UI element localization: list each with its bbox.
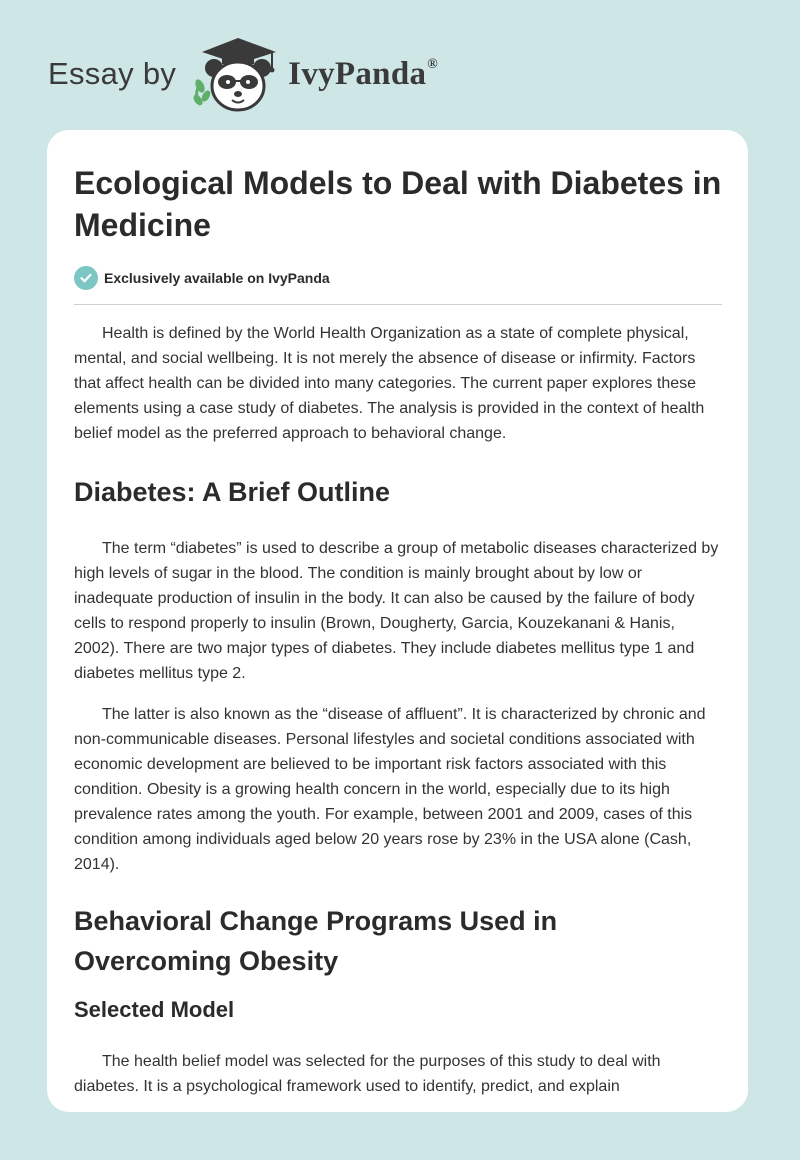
check-icon xyxy=(74,266,98,290)
section-heading-behavioral-change: Behavioral Change Programs Used in Overcoming Obesity xyxy=(74,906,558,976)
site-header xyxy=(48,34,438,114)
subsection-heading-selected-model: Selected Model xyxy=(74,997,235,1022)
panda-logo-icon[interactable] xyxy=(192,34,280,114)
paragraph-health-belief-model: The health belief model was selected for the purposes of this study to deal with diabetes. It is a psychological framework used to identify, predict, and explain xyxy=(74,1053,661,1095)
page-title: Ecological Models to Deal with Diabetes in Medicine xyxy=(74,165,722,243)
registered-mark: ® xyxy=(427,56,439,72)
brand-name[interactable]: IvyPanda® xyxy=(288,55,439,92)
exclusive-badge-label: Exclusively available on IvyPanda xyxy=(104,270,330,286)
essay-card xyxy=(47,130,748,1112)
exclusive-badge xyxy=(74,266,722,305)
paragraph-disease-of-affluent: The latter is also known as the “disease of affluent”. It is characterized by chronic and non-communicable diseases. Personal lifestyles and societal conditions associated with economic development are believed to be important risk factors associated with this condition. Obesity is a growing health concern in the world, especially due to its high prevalence rates among the youth. For example, between 2001 and 2009, cases of this condition among individuals aged below 20 years rose by 23% in the USA alone (Cash, 2014). xyxy=(74,706,706,873)
section-heading-diabetes-outline: Diabetes: A Brief Outline xyxy=(74,477,391,507)
intro-paragraph: Health is defined by the World Health Organization as a state of complete physical, mental, and social wellbeing. It is not merely the absence of disease or infirmity. Factors that affect health can be divided into many categories. The current paper explores these elements using a case study of diabetes. The analysis is provided in the context of health belief model as the preferred approach to behavioral change. xyxy=(74,325,705,442)
essay-by-label: Essay by xyxy=(48,56,177,91)
paragraph-diabetes-definition: The term “diabetes” is used to describe a group of metabolic diseases characterized by high levels of sugar in the blood. The condition is mainly brought about by low or inadequate production of insulin in the body. It can also be caused by the failure of body cells to respond properly to insulin (Brown, Dougherty, Garcia, Kouzekanani & Hanis, 2002). There are two major types of diabetes. They include diabetes mellitus type 1 and diabetes mellitus type 2. xyxy=(74,540,719,682)
